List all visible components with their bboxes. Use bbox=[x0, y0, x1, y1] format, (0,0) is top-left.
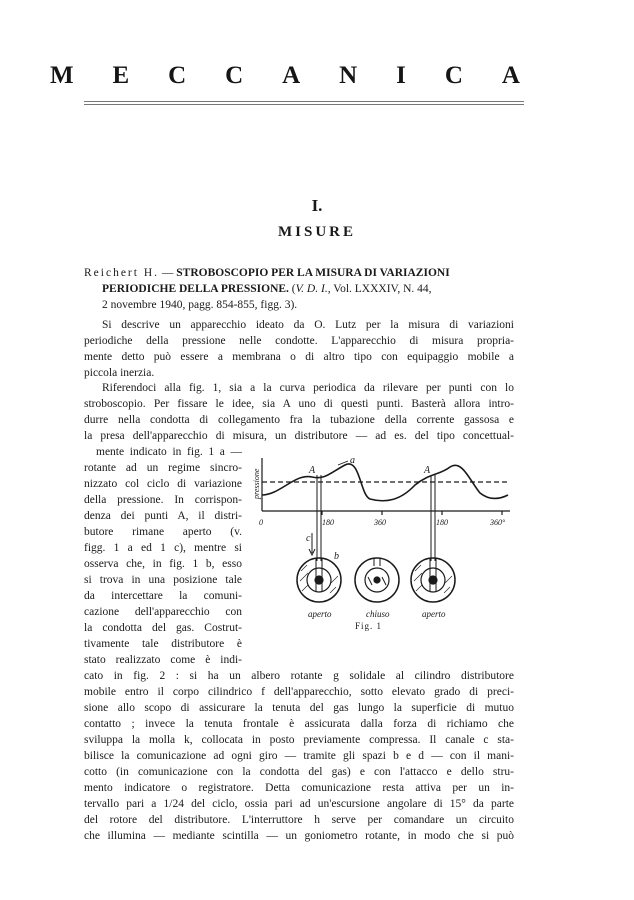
text-line: periodiche della pressione nelle condotte. L'apparecchio di misura propria- bbox=[84, 335, 514, 347]
state-label: aperto bbox=[422, 609, 446, 619]
text-line: mento indicatore o registratore. Detta comunicazione resta attiva per un in- bbox=[84, 782, 514, 794]
figure-caption: Fig. 1 bbox=[355, 621, 383, 631]
text-line: che illumina — mediante scintilla — un goniometro rotante, in modo che si può bbox=[84, 830, 514, 842]
hatch bbox=[416, 585, 422, 591]
x-tick-label: 0 bbox=[259, 518, 263, 527]
ref-title-cont: PERIODICHE DELLA PRESSIONE. bbox=[102, 283, 289, 295]
text-line: Si descrive un apparecchio ideato da O. Lutz per la misura di variazioni bbox=[102, 319, 514, 331]
text-line: cato in fig. 2 : si ha un albero rotante g solidale al cilindro distributore bbox=[84, 670, 514, 682]
text-line: tervallo pari a 1/24 del ciclo, ossia pari ad un'escursione angolare di 15° da parte bbox=[84, 798, 514, 810]
x-tick-label: 360° bbox=[490, 518, 506, 527]
header-letter: M bbox=[50, 62, 74, 89]
text-line: cotto (in comunicazione con la condotta del gas) e con l'attacco e dello stru- bbox=[84, 766, 514, 778]
text-line: si trova in una posizione tale bbox=[84, 574, 242, 586]
header-letter: C bbox=[225, 62, 244, 89]
text-line: sione allo scopo di assicurare la tenuta del gas lungo la superficie di mutuo bbox=[84, 702, 514, 714]
point-label-a: A bbox=[424, 465, 431, 476]
hatch bbox=[330, 587, 336, 593]
header-letter: C bbox=[444, 62, 463, 89]
text-line: denza dei punti A, il distri- bbox=[84, 510, 242, 522]
header-rule bbox=[84, 101, 524, 102]
text-line: del rotore del distributore. L'interruttore h serve per comandare un circuito bbox=[84, 814, 514, 826]
text-line: la condotta del gas. Costrut- bbox=[84, 622, 242, 634]
ref-dash: — bbox=[159, 267, 177, 279]
hatch bbox=[444, 587, 450, 593]
x-tick-label: 180 bbox=[436, 518, 448, 527]
header-letter: C bbox=[168, 62, 187, 89]
side-label-b: b bbox=[334, 551, 339, 562]
text-line: sviluppa la molla k, collocata in posto previamente compressa. Il canale c sta- bbox=[84, 734, 514, 746]
header-letter: A bbox=[282, 62, 301, 89]
hatch bbox=[331, 576, 338, 583]
text-line: stroboscopio. Per fissare le idee, sia A uno di questi punti. Basterà allora intro- bbox=[84, 398, 514, 410]
state-label: chiuso bbox=[366, 609, 390, 619]
text-line: bilisce la comunicazione ad ogni giro — tramite gli spazi b e d — con il mani- bbox=[84, 750, 514, 762]
text-line: rotante ad un regime sincro- bbox=[84, 462, 242, 474]
text-line: osserva che, in fig. 1 b, esso bbox=[84, 558, 242, 570]
x-tick-label: 180 bbox=[322, 518, 334, 527]
bibliographic-reference bbox=[84, 265, 514, 313]
text-line: contatto ; invece la tenuta frontale è assicurata dalla forza di richiamo che bbox=[84, 718, 514, 730]
text-line: da intercettare la comuni- bbox=[84, 590, 242, 602]
ref-journal: V. D. I. bbox=[295, 283, 328, 295]
ref-author: Reichert H. bbox=[84, 267, 160, 279]
text-line: mobile entro il corpo cilindrico f dell'apparecchio, sotto elevato grado di preci- bbox=[84, 686, 514, 698]
text-line: durre nella condotta di collegamento fra la tubazione della corrente gassosa e bbox=[84, 414, 514, 426]
state-label: aperto bbox=[308, 609, 332, 619]
section-header bbox=[50, 62, 520, 90]
curve-label: a bbox=[350, 455, 355, 466]
text-line: piccola inerzia. bbox=[84, 367, 155, 379]
ref-source-post: , Vol. LXXXIV, N. 44, bbox=[327, 283, 432, 295]
ref-title: STROBOSCOPIO PER LA MISURA DI VARIAZIONI bbox=[176, 267, 450, 279]
point-label-a: A bbox=[309, 465, 316, 476]
text-line: figg. 1 a ed 1 c), mentre si bbox=[84, 542, 242, 554]
chapter-title: MISURE bbox=[277, 224, 356, 240]
hatch bbox=[302, 585, 308, 591]
header-letter: I bbox=[396, 62, 406, 89]
y-axis-label: pressione bbox=[252, 468, 261, 499]
text-line: nizzato col ciclo di variazione bbox=[84, 478, 242, 490]
ref-date-line: 2 novembre 1940, pagg. 854-855, figg. 3). bbox=[102, 299, 298, 311]
header-letter: N bbox=[339, 62, 358, 89]
hatch bbox=[445, 576, 452, 583]
text-line: mente indicato in fig. 1 a — bbox=[96, 446, 242, 458]
text-line: della pressione. In corrispon- bbox=[84, 494, 242, 506]
text-line: mente detto può essere a membrana o di altro tipo con equipaggio mobile a bbox=[84, 351, 514, 363]
chapter-number: I. bbox=[311, 196, 323, 215]
text-line: cazione dell'apparecchio con bbox=[84, 606, 242, 618]
text-line: la presa dell'apparecchio di misura, un distributore — ad es. del tipo concettual- bbox=[84, 430, 514, 442]
ref-source-pre: ( bbox=[288, 283, 296, 295]
header-rule bbox=[84, 104, 524, 105]
channel bbox=[382, 577, 386, 585]
channel bbox=[368, 577, 372, 585]
figure-1-diagram bbox=[250, 453, 515, 643]
x-tick-label: 360 bbox=[374, 518, 386, 527]
text-line: tivamente tale distributore è bbox=[84, 638, 242, 650]
header-letter: A bbox=[501, 62, 520, 89]
header-letter: E bbox=[112, 62, 130, 89]
text-line: butore rimane aperto (v. bbox=[84, 526, 242, 538]
shaft bbox=[374, 577, 380, 583]
text-line: Riferendoci alla fig. 1, sia a la curva periodica da rilevare per punti con lo bbox=[102, 382, 514, 394]
side-label-c: c bbox=[306, 533, 311, 544]
text-line: stato realizzato come è indi- bbox=[84, 654, 242, 666]
